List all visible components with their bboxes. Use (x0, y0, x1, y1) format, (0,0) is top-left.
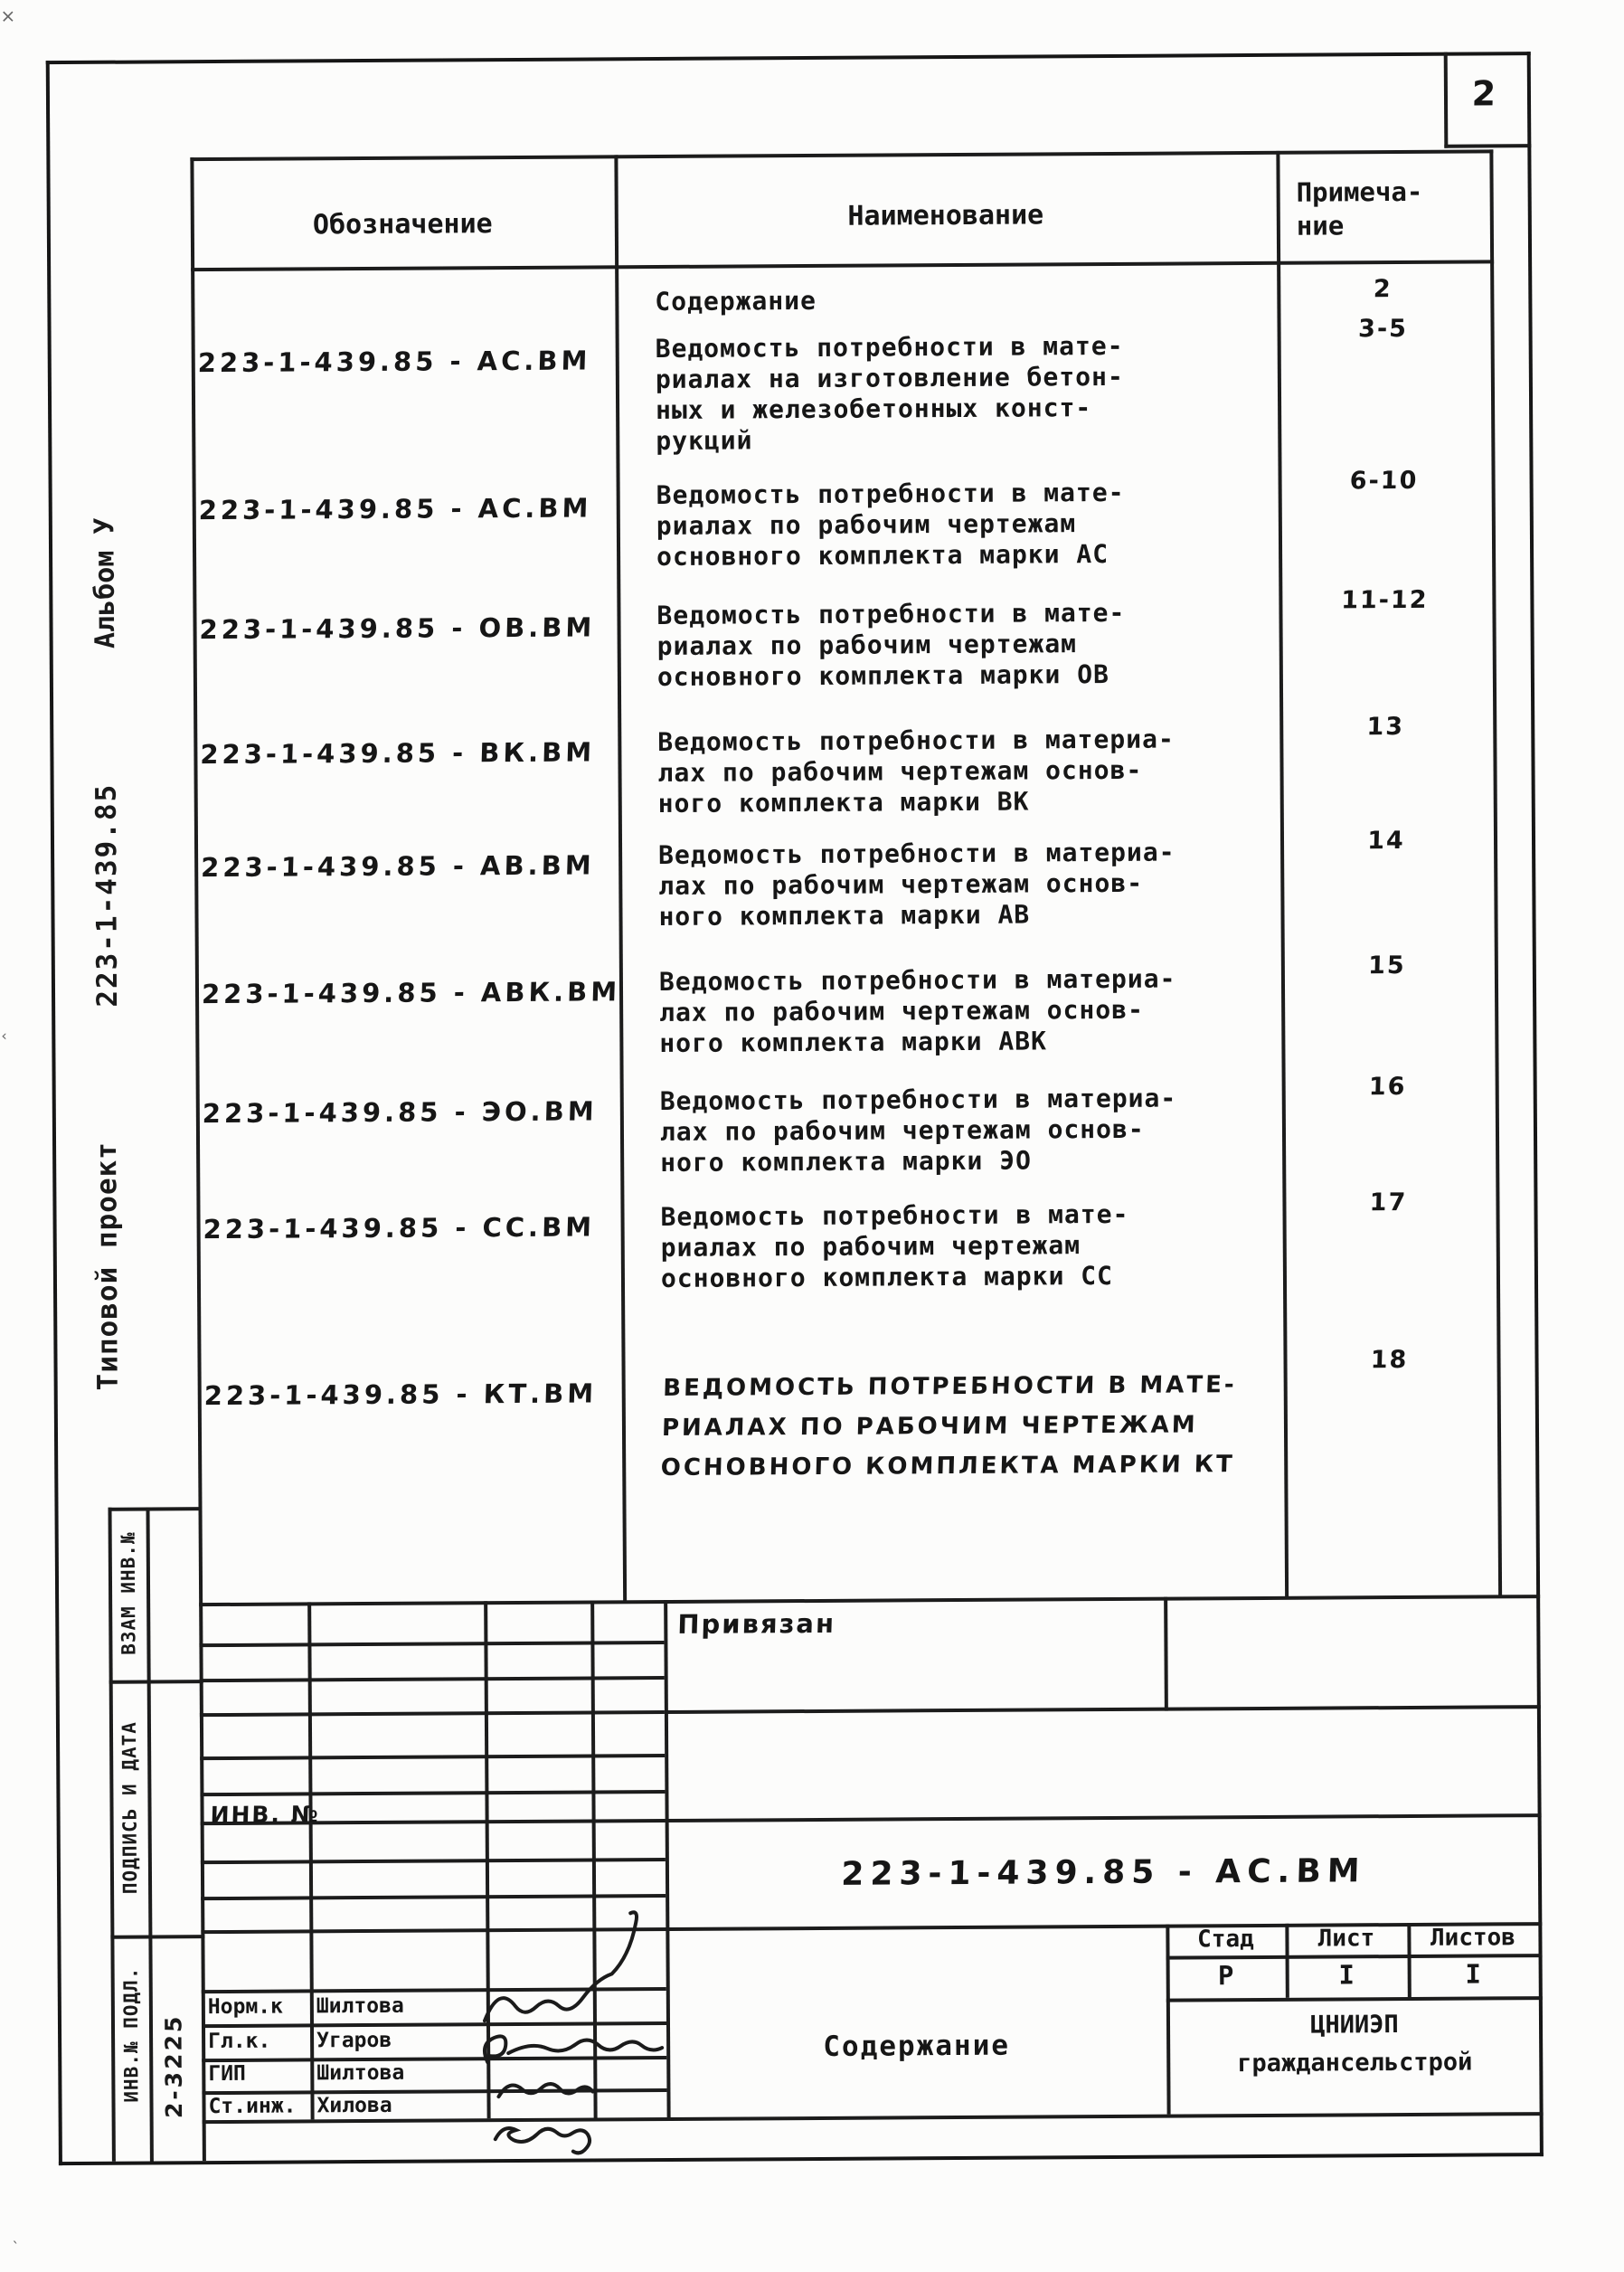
inv-strip-inv-podl-label: ИНВ.№ ПОДЛ. (119, 1966, 143, 2103)
sheet-number: 2 (1471, 73, 1500, 114)
table-header-divider (191, 260, 1494, 271)
stamp-organization: ЦНИИЭП граждансельстрой (1237, 2011, 1473, 2078)
column-header-note: Примеча- ние (1296, 175, 1423, 241)
toc-name: Ведомость потребности в мате- риалах по рабочим чертежам основного комплекта марки ОВ (656, 597, 1126, 693)
toc-pages: 3-5 (1357, 314, 1409, 344)
toc-name: Ведомость потребности в мате- риалах по рабочим чертежам основного комплекта марки СС (660, 1198, 1129, 1294)
toc-pages: 18 (1370, 1345, 1409, 1375)
toc-pages: 15 (1367, 951, 1407, 980)
signature-name: Угаров (316, 2028, 392, 2053)
table-right-border (1489, 149, 1502, 1596)
sheet-number-box-bottom-border (1444, 144, 1531, 148)
stamp-sheet-value: I (1338, 1959, 1355, 1991)
binding-note: Привязан (676, 1607, 836, 1640)
frame-left-border (46, 61, 62, 2165)
margin-project-type-label: Типовой проект (90, 1141, 125, 1391)
stamp-sheets-label: Листов (1430, 1924, 1515, 1952)
frame-top-border (46, 52, 1531, 64)
title-block-row-divider-2 (666, 1813, 1542, 1822)
toc-name: Ведомость потребности в материа- лах по рабочим чертежам основ- ного комплекта марки ЭО (659, 1083, 1177, 1179)
inv-no-label: ИНВ. № (210, 1801, 321, 1829)
signature-gip (498, 2084, 592, 2097)
inv-strip-vzam-label: ВЗАМ ИНВ.№ (117, 1531, 140, 1655)
toc-pages: 14 (1366, 826, 1406, 856)
frame-right-border (1527, 52, 1544, 2156)
toc-name: Ведомость потребности в материа- лах по рабочим чертежам основ- ного комплекта марки АВ (657, 837, 1176, 932)
title-block-binding-cell-divider (1164, 1597, 1168, 1711)
frame-bottom-border (59, 2153, 1544, 2165)
toc-pages: 16 (1368, 1072, 1407, 1102)
title-block-row-divider-1 (665, 1705, 1541, 1714)
scan-artifact: ‹ (1, 1027, 7, 1045)
inv-strip-podpis-label: ПОДПИСЬ И ДАТА (118, 1721, 142, 1895)
toc-name-handwritten: ВЕДОМОСТЬ ПОТРЕБНОСТИ В МАТЕ- РИАЛАХ ПО РАБОЧИМ ЧЕРТЕЖАМ ОСНОВНОГО КОМПЛЕКТА МАРКИ КТ (660, 1371, 1238, 1482)
signature-stinzh (496, 2127, 590, 2153)
toc-pages: 13 (1366, 712, 1405, 742)
inv-strip-left-border (108, 1508, 115, 2162)
toc-designation: 223-1-439.85 - КТ.ВМ (203, 1377, 598, 1412)
signature-name: Хилова (316, 2093, 392, 2118)
inv-number-handwritten: 2-3225 (160, 2013, 188, 2119)
column-header-designation: Обозначение (312, 208, 493, 241)
inv-strip-section-divider-1 (109, 1680, 203, 1684)
signature-normk (484, 1912, 637, 2021)
toc-designation: 223-1-439.85 - АВ.ВМ (200, 849, 596, 884)
signatures-overlay (461, 1918, 725, 2160)
inv-strip-section-divider-2 (110, 1935, 204, 1939)
toc-designation: 223-1-439.85 - АС.ВМ (197, 345, 591, 379)
stamp-stage-value: Р (1217, 1960, 1234, 1992)
toc-pages: 17 (1369, 1188, 1408, 1217)
signature-role: Гл.к. (208, 2029, 271, 2054)
stamp-values-divider (1166, 1996, 1543, 2002)
toc-designation: 223-1-439.85 - ОВ.ВМ (199, 611, 596, 646)
signature-name: Шилтова (316, 1993, 404, 2019)
toc-designation: 223-1-439.85 - ВК.ВМ (199, 736, 596, 771)
toc-designation: 223-1-439.85 - АВК.ВМ (201, 976, 621, 1010)
toc-pages: 6-10 (1349, 466, 1419, 496)
inv-strip-top-border (108, 1507, 202, 1511)
scan-artifact: × (0, 5, 16, 27)
toc-designation: 223-1-439.85 - ЭО.ВМ (202, 1095, 599, 1130)
signature-role: Ст.инж. (208, 2094, 297, 2119)
margin-series-label: 223-1-439.85 (90, 782, 125, 1008)
toc-name: Ведомость потребности в материа- лах по рабочим чертежам основ- ного комплекта марки АВК (658, 963, 1176, 1059)
column-header-name: Наименование (847, 199, 1044, 232)
toc-name: Ведомость потребности в материа- лах по рабочим чертежам основ- ного комплекта марки ВК (657, 724, 1175, 819)
toc-pages: 11-12 (1340, 585, 1430, 615)
signature-name: Шилтова (316, 2060, 405, 2086)
signature-role: ГИП (208, 2061, 246, 2087)
stamp-sheet-label: Лист (1317, 1925, 1375, 1953)
table-top-border (190, 149, 1493, 161)
toc-name: Ведомость потребности в мате- риалах на изготовление бетон- ных и железобетонных конст- рукций (655, 330, 1124, 457)
stamp-stage-label: Стад (1197, 1926, 1254, 1954)
margin-album-label: Альбом У (89, 517, 122, 649)
toc-pages: 2 (1373, 275, 1393, 304)
toc-name: Содержание (655, 285, 817, 317)
toc-designation: 223-1-439.85 - СС.ВМ (203, 1211, 596, 1245)
stamp-sheets-value: I (1465, 1958, 1482, 1990)
signature-ugarov (485, 2035, 662, 2062)
document-designation: 223-1-439.85 - АС.ВМ (840, 1852, 1367, 1893)
scan-artifact: ` (12, 2239, 20, 2257)
toc-name: Ведомость потребности в мате- риалах по рабочим чертежам основного комплекта марки АС (656, 477, 1125, 573)
inv-strip-divider (146, 1507, 153, 2161)
toc-designation: 223-1-439.85 - АС.ВМ (198, 492, 592, 526)
signature-role: Норм.к (207, 1994, 284, 2020)
document-title: Содержание (823, 2029, 1011, 2063)
title-block-top-border (199, 1595, 1540, 1606)
